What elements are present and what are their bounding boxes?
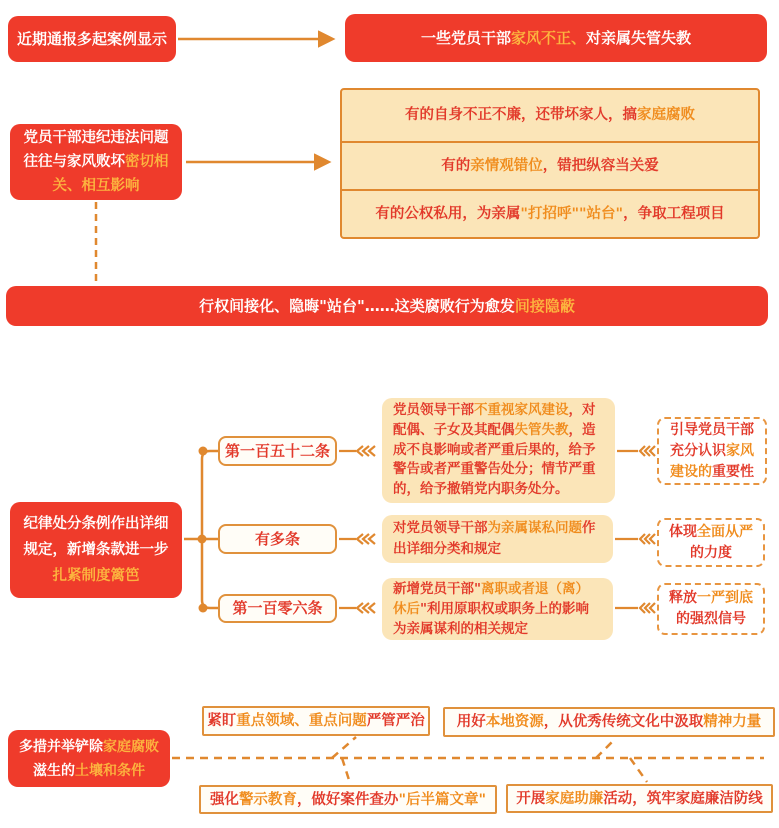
example-row-1 bbox=[342, 90, 758, 141]
article-box-106 bbox=[218, 594, 337, 623]
measure-box-2 bbox=[443, 707, 775, 737]
article-106-note-text: 释放一严到底的强烈信号 bbox=[669, 590, 753, 627]
measure-1-text: 紧盯重点领域、重点问题严管严治 bbox=[207, 713, 425, 729]
article-152-detail-box bbox=[382, 398, 615, 503]
article-multi-detail-text: 对党员领导干部为亲属谋私问题作出详细分类和规定 bbox=[393, 520, 596, 557]
article-box-152 bbox=[218, 436, 337, 466]
dashed-network bbox=[172, 737, 764, 783]
case-intro-box bbox=[8, 16, 176, 62]
article-152-note-text: 引导党员干部充分认识家风建设的重要性 bbox=[670, 421, 754, 480]
measure-box-3 bbox=[199, 785, 497, 814]
measure-2-text: 用好本地资源，从优秀传统文化中汲取精神力量 bbox=[456, 714, 762, 730]
article-multi-note-box bbox=[657, 518, 765, 567]
regulation-summary-box bbox=[10, 502, 182, 598]
bracket-connector bbox=[184, 451, 218, 608]
article-106-detail-text: 新增党员干部"离职或者退（离）休后"利用原职权或职务上的影响为亲属谋利的相关规定 bbox=[393, 581, 590, 637]
article-106-note-box bbox=[657, 583, 765, 635]
example-3-text: 有的公权私用，为亲属"打招呼""站台"，争取工程项目 bbox=[375, 205, 725, 222]
regulation-summary-text: 纪律处分条例作出详细规定，新增条款进一步扎紧制度篱笆 bbox=[23, 516, 169, 584]
measures-summary-text: 多措并举铲除家庭腐败滋生的土壤和条件 bbox=[19, 738, 159, 779]
article-106-label: 第一百零六条 bbox=[232, 599, 323, 617]
measure-3-text: 强化警示教育，做好案件查办"后半篇文章" bbox=[209, 791, 487, 808]
banner bbox=[6, 286, 768, 326]
measure-box-1 bbox=[202, 706, 430, 736]
fletched-arrows-note bbox=[615, 446, 655, 613]
measure-box-4 bbox=[506, 784, 773, 813]
case-intro-text: 近期通报多起案例显示 bbox=[16, 29, 167, 48]
article-106-detail-box bbox=[382, 578, 613, 640]
article-152-detail-text: 党员领导干部不重视家风建设，对配偶、子女及其配偶失管失教，造成不良影响或者严重后果的，给予警告或者严重警告处分；情节严重的，给予撤销党内职务处分。 bbox=[393, 402, 596, 498]
article-multi-note-text: 体现全面从严的力度 bbox=[669, 523, 753, 561]
example-1-text: 有的自身不正不廉，还带坏家人，搞家庭腐败 bbox=[405, 107, 695, 124]
example-row-2 bbox=[342, 141, 758, 189]
problem-examples-box bbox=[340, 88, 760, 239]
problem-cause-text: 党员干部违纪违法问题往往与家风败坏密切相关、相互影响 bbox=[23, 130, 169, 194]
example-2-text: 有的亲情观错位，错把纵容当关爱 bbox=[441, 157, 659, 174]
fletched-arrows-detail bbox=[339, 446, 375, 613]
measures-summary-box bbox=[8, 730, 170, 787]
case-result-box bbox=[345, 14, 767, 62]
article-box-multi bbox=[218, 524, 337, 554]
problem-cause-box bbox=[10, 124, 182, 200]
article-152-note-box bbox=[657, 417, 767, 485]
banner-text: 行权间接化、隐晦"站台"……这类腐败行为愈发间接隐蔽 bbox=[199, 296, 575, 315]
measure-4-text: 开展家庭助廉活动，筑牢家庭廉洁防线 bbox=[516, 790, 763, 807]
article-multi-detail-box bbox=[382, 515, 613, 563]
article-152-label: 第一百五十二条 bbox=[224, 441, 330, 460]
article-multi-label: 有多条 bbox=[254, 529, 300, 548]
case-result-text: 一些党员干部家风不正、对亲属失管失教 bbox=[420, 28, 692, 47]
example-row-3 bbox=[342, 189, 758, 237]
